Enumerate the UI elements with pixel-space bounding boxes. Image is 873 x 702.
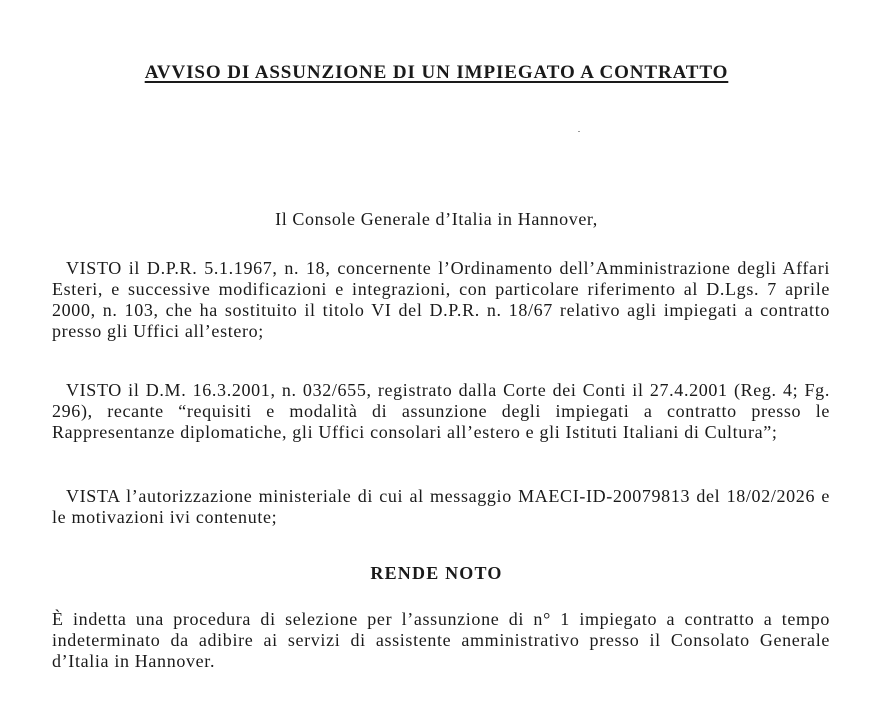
document-title: AVVISO DI ASSUNZIONE DI UN IMPIEGATO A CONTRATTO — [144, 62, 729, 83]
section-heading-rende-noto: RENDE NOTO — [370, 563, 503, 583]
paragraph-vista-autorizzazione: VISTA l’autorizzazione ministeriale di cui al messaggio MAECI-ID-20079813 del 18/02/2026 e le motivazioni ivi contenute; — [52, 486, 830, 527]
scan-speck — [578, 131, 580, 132]
opening-line: Il Console Generale d’Italia in Hannover, — [275, 209, 598, 229]
paragraph-visto-dm: VISTO il D.M. 16.3.2001, n. 032/655, registrato dalla Corte dei Conti il 27.4.2001 (Reg. 4; Fg. 296), recante “requisiti e modalità di assunzione degli impiegati a contratto presso le Rappresentanze diplomatiche, gli Uffici consolari all’estero e gli Istituti Italiani di Cultura”; — [52, 380, 830, 442]
announcement-paragraph: È indetta una procedura di selezione per l’assunzione di n° 1 impiegato a contratto a tempo indeterminato da adibire ai servizi di assistente amministrativo presso il Consolato Generale d’Italia in Hannover. — [52, 609, 830, 671]
paragraph-visto-dpr: VISTO il D.P.R. 5.1.1967, n. 18, concernente l’Ordinamento dell’Amministrazione degli Affari Esteri, e successive modificazioni e integrazioni, con particolare riferimento al D.Lgs. 7 aprile 2000, n. 103, che ha sostituito il titolo VI del D.P.R. n. 18/67 relativo agli impiegati a contratto presso gli Uffici all’estero; — [52, 258, 830, 341]
